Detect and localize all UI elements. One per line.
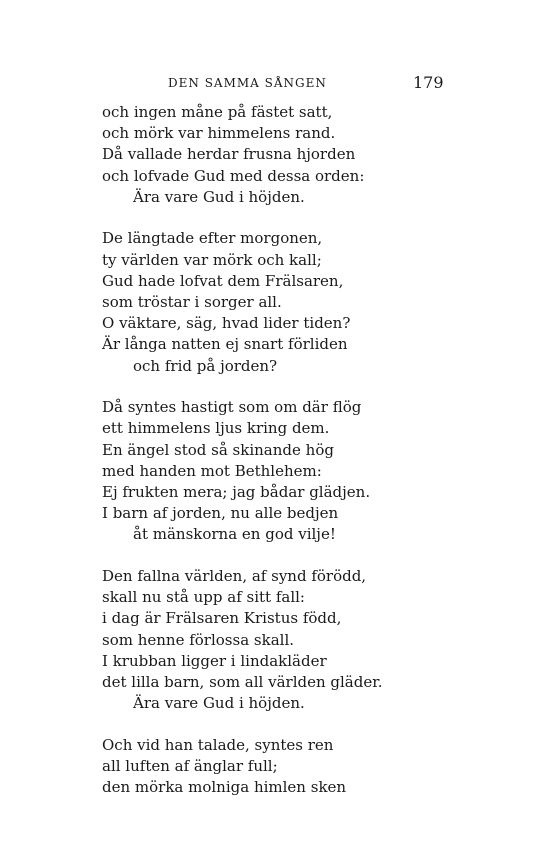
poem-line: Gud hade lofvat dem Frälsaren, xyxy=(102,271,344,290)
stanza-3 xyxy=(102,397,522,545)
poem-line: I barn af jorden, nu alle bedjen xyxy=(102,504,339,523)
poem-line: skall nu stå upp af sitt fall: xyxy=(102,588,305,607)
poem-line: Den fallna världen, af synd förödd, xyxy=(102,567,367,586)
poem-refrain-line: Ära vare Gud i höjden. xyxy=(133,694,305,713)
poem-line: En ängel stod så skinande hög xyxy=(102,440,334,459)
poem-line: och ingen måne på fästet satt, xyxy=(102,103,333,121)
poem-line: som tröstar i sorger all. xyxy=(102,293,282,311)
poem-line: O väktare, säg, hvad lider tiden? xyxy=(102,314,351,333)
poem-refrain-line: åt mänskorna en god vilje! xyxy=(133,525,336,544)
poem-line: all luften af änglar full; xyxy=(102,757,278,776)
stanza-2 xyxy=(102,228,522,376)
poem-line: Ej frukten mera; jag bådar glädjen. xyxy=(102,483,371,501)
poem-line: och mörk var himmelens rand. xyxy=(102,124,336,143)
poem-line: Då vallade herdar frusna hjorden xyxy=(102,145,356,164)
poem-line: med handen mot Bethlehem: xyxy=(102,461,322,480)
poem-line: Och vid han talade, syntes ren xyxy=(102,735,334,754)
poem-refrain-line: Ära vare Gud i höjden. xyxy=(133,187,305,206)
poem-refrain-line: och frid på jorden? xyxy=(133,356,278,375)
poem-line: i dag är Frälsaren Kristus född, xyxy=(102,609,342,628)
poem-line: Är långa natten ej snart förliden xyxy=(102,335,348,354)
poem-line: ett himmelens ljus kring dem. xyxy=(102,419,330,438)
poem-line: I krubban ligger i lindakläder xyxy=(102,651,327,670)
poem-line: det lilla barn, som all världen gläder. xyxy=(102,673,383,691)
stanza-4 xyxy=(102,566,522,714)
stanza-1 xyxy=(102,102,522,208)
stanza-5 xyxy=(102,735,522,799)
poem-line: ty världen var mörk och kall; xyxy=(102,250,322,269)
poem-line: De längtade efter morgonen, xyxy=(102,229,323,248)
poem-body xyxy=(102,102,522,819)
poem-line: och lofvade Gud med dessa orden: xyxy=(102,166,365,185)
poem-line: den mörka molniga himlen sken xyxy=(102,778,347,797)
page-number: 179 xyxy=(413,73,444,92)
poem-line: Då syntes hastigt som om där flög xyxy=(102,398,362,417)
running-header: DEN SAMMA SÅNGEN xyxy=(168,76,327,90)
poem-line: som henne förlossa skall. xyxy=(102,630,295,649)
